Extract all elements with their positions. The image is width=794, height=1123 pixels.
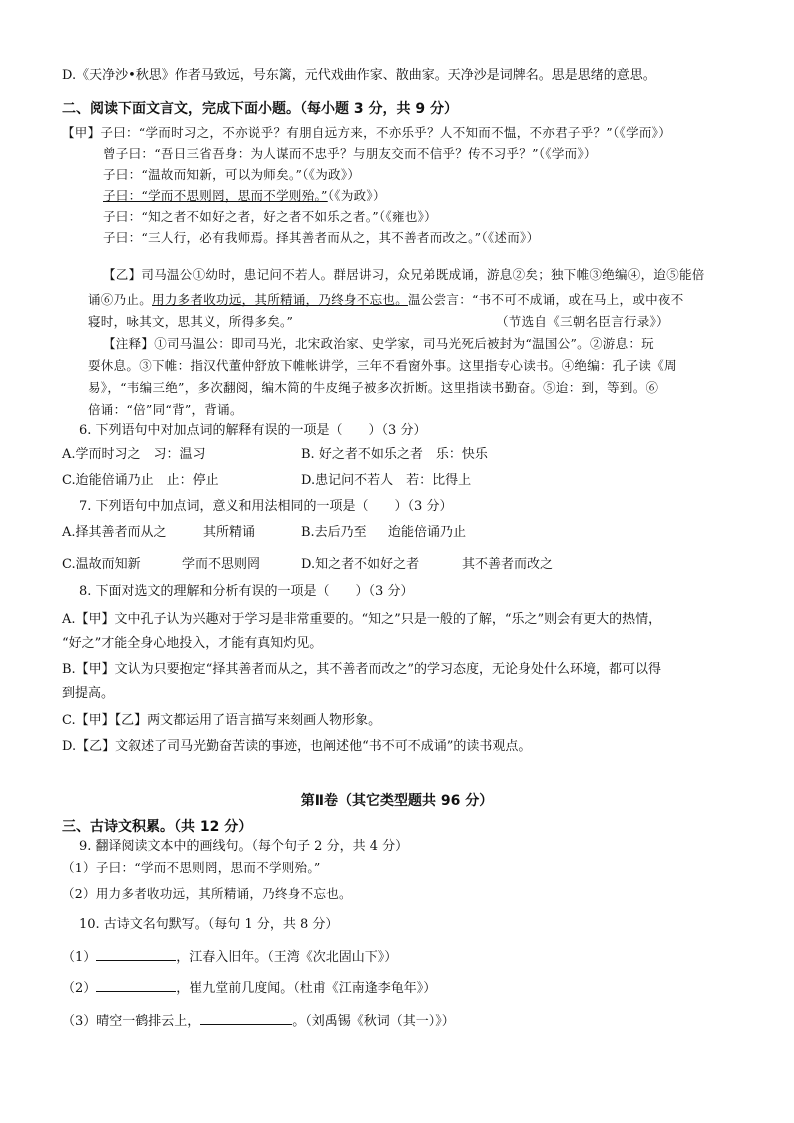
- answer-blank-3[interactable]: [200, 1012, 292, 1025]
- jia-line-3: 子曰：“温故而知新，可以为师矣。”（《为政》）: [103, 167, 361, 182]
- jia-line-4: 子曰：“学而不思则罔，思而不学则殆。”（《为政》）: [103, 188, 386, 203]
- q6-stem: 6. 下列语句中对加点词的解释有误的一项是（ ）（3 分）: [79, 423, 427, 438]
- notes-line-3: 易》，“韦编三绝”，多次翻阅，编木简的牛皮绳子被多次折断。这里指读书勤奋。⑤迨：到，等到。⑥: [88, 380, 659, 395]
- underlined-sentence-1: 子曰：“学而不思则罔，思而不学则殆。”: [103, 188, 328, 203]
- answer-blank-2[interactable]: [96, 979, 176, 992]
- q10-item-2: （2） ，崔九堂前几度闻。（杜甫《江南逢李龟年》）: [62, 981, 437, 996]
- jia-line-6: 子曰：“三人行，必有我师焉。择其善者而从之，其不善者而改之。”（《述而》）: [103, 230, 540, 245]
- q7-option-b-2: 迨能倍诵乃止: [388, 525, 467, 540]
- notes-line-2: 耍休息。③下帷：指汉代董仲舒放下帷帐讲学，三年不看窗外事。这里指专心读书。④绝编：孔子读《周: [88, 358, 677, 373]
- q7-option-c-2: 学而不思则罔: [182, 557, 261, 572]
- q8-option-b-line-2: 到提高。: [62, 686, 115, 701]
- yi-line-3: 寝时，咏其文，思其义，所得多矣。”: [88, 314, 294, 329]
- q6-option-d: D.患记问不若人 若：比得上: [301, 473, 472, 488]
- q9-sentence-2: （2）用力多者收功远，其所精诵，乃终身不忘也。: [62, 886, 352, 901]
- q7-option-d-2: 其不善者而改之: [462, 557, 554, 572]
- jia-line-2: 曾子曰：“吾日三省吾身：为人谋而不忠乎？与朋友交而不信乎？传不习乎？”（《学而》）: [103, 146, 597, 161]
- q9-stem: 9. 翻译阅读文本中的画线句。（每个句子 2 分，共 4 分）: [79, 839, 409, 854]
- q8-option-a-line-1: A.【甲】文中孔子认为兴趣对于学习是非常重要的。“知之”只是一般的了解，“乐之”则会有更大的热情，: [62, 612, 662, 627]
- answer-blank-1[interactable]: [96, 948, 176, 961]
- q6-option-a: A.学而时习之 习：温习: [62, 447, 206, 462]
- part2-heading: 二、阅读下面文言文，完成下面小题。（每小题 3 分，共 9 分）: [62, 101, 458, 117]
- q7-option-c-1: C.温故而知新: [62, 557, 141, 572]
- q8-stem: 8. 下面对选文的理解和分析有误的一项是（ ）（3 分）: [79, 584, 414, 599]
- q10-stem: 10. 古诗文名句默写。（每句 1 分，共 8 分）: [79, 917, 339, 932]
- q9-sentence-1: （1）子曰：“学而不思则罔，思而不学则殆。”: [62, 860, 321, 875]
- notes-line-1: 【注释】①司马温公：即司马光，北宋政治家、史学家，司马光死后被封为“温国公”。②游息：玩: [103, 336, 654, 351]
- q7-option-b-1: B.去后乃至: [301, 525, 367, 540]
- q10-item-1: （1） ，江春入旧年。（王湾《次北固山下》）: [62, 950, 398, 965]
- q6-option-b: B. 好之者不如乐之者 乐：快乐: [301, 447, 488, 462]
- q8-option-a-line-2: “好之”才能全身心地投入，才能有真知灼见。: [62, 636, 323, 651]
- q6-option-c: C.迨能倍诵乃止 止：停止: [62, 473, 219, 488]
- q8-option-c: C.【甲】【乙】两文都运用了语言描写来刻画人物形象。: [62, 713, 382, 728]
- q10-item-3: （3）晴空一鹤排云上， 。（刘禹锡《秋词（其一）》）: [62, 1014, 455, 1029]
- q8-option-b-line-1: B.【甲】文认为只要抱定“择其善者而从之，其不善者而改之”的学习态度，无论身处什么环境，都可以得: [62, 662, 661, 677]
- top-option-d: D.《天净沙•秋思》作者马致远，号东篱，元代戏曲作家、散曲家。天净沙是词牌名。思是思绪的意思。: [62, 68, 656, 83]
- q7-option-a-2: 其所精诵: [203, 525, 256, 540]
- notes-line-4: 倍诵：“倍”同“背”，背诵。: [88, 402, 243, 417]
- yi-line-2: 诵⑥乃止。用力多者收功远，其所精诵，乃终身不忘也。温公尝言：“书不可不成诵，或在马上，或中夜不: [88, 292, 684, 307]
- yi-line-1: 【乙】司马温公①幼时，患记问不若人。群居讲习，众兄弟既成诵，游息②矣；独下帷③绝编④，迨⑤能倍: [103, 267, 705, 282]
- part3-heading: 三、古诗文积累。（共 12 分）: [62, 819, 253, 835]
- q8-option-d: D.【乙】文叙述了司马光勤奋苦读的事迹，也阐述他“书不可不成诵”的读书观点。: [62, 739, 532, 754]
- q7-option-a-1: A.择其善者而从之: [62, 525, 167, 540]
- yi-source: （节选自《三朝名臣言行录》）: [496, 314, 669, 329]
- underlined-sentence-2: 用力多者收功远，其所精诵，乃终身不忘也。: [152, 292, 409, 307]
- volume-2-title: 第Ⅱ卷（其它类型题共 96 分）: [300, 793, 494, 809]
- jia-line-1: 【甲】子曰：“学而时习之，不亦说乎？有朋自远方来，不亦乐乎？人不知而不愠，不亦君子乎？”（《学而》）: [62, 125, 672, 140]
- q7-stem: 7. 下列语句中加点词，意义和用法相同的一项是（ ）（3 分）: [79, 499, 453, 514]
- q7-option-d-1: D.知之者不如好之者: [301, 557, 420, 572]
- jia-line-5: 子曰：“知之者不如好之者，好之者不如乐之者。”（《雍也》）: [103, 209, 437, 224]
